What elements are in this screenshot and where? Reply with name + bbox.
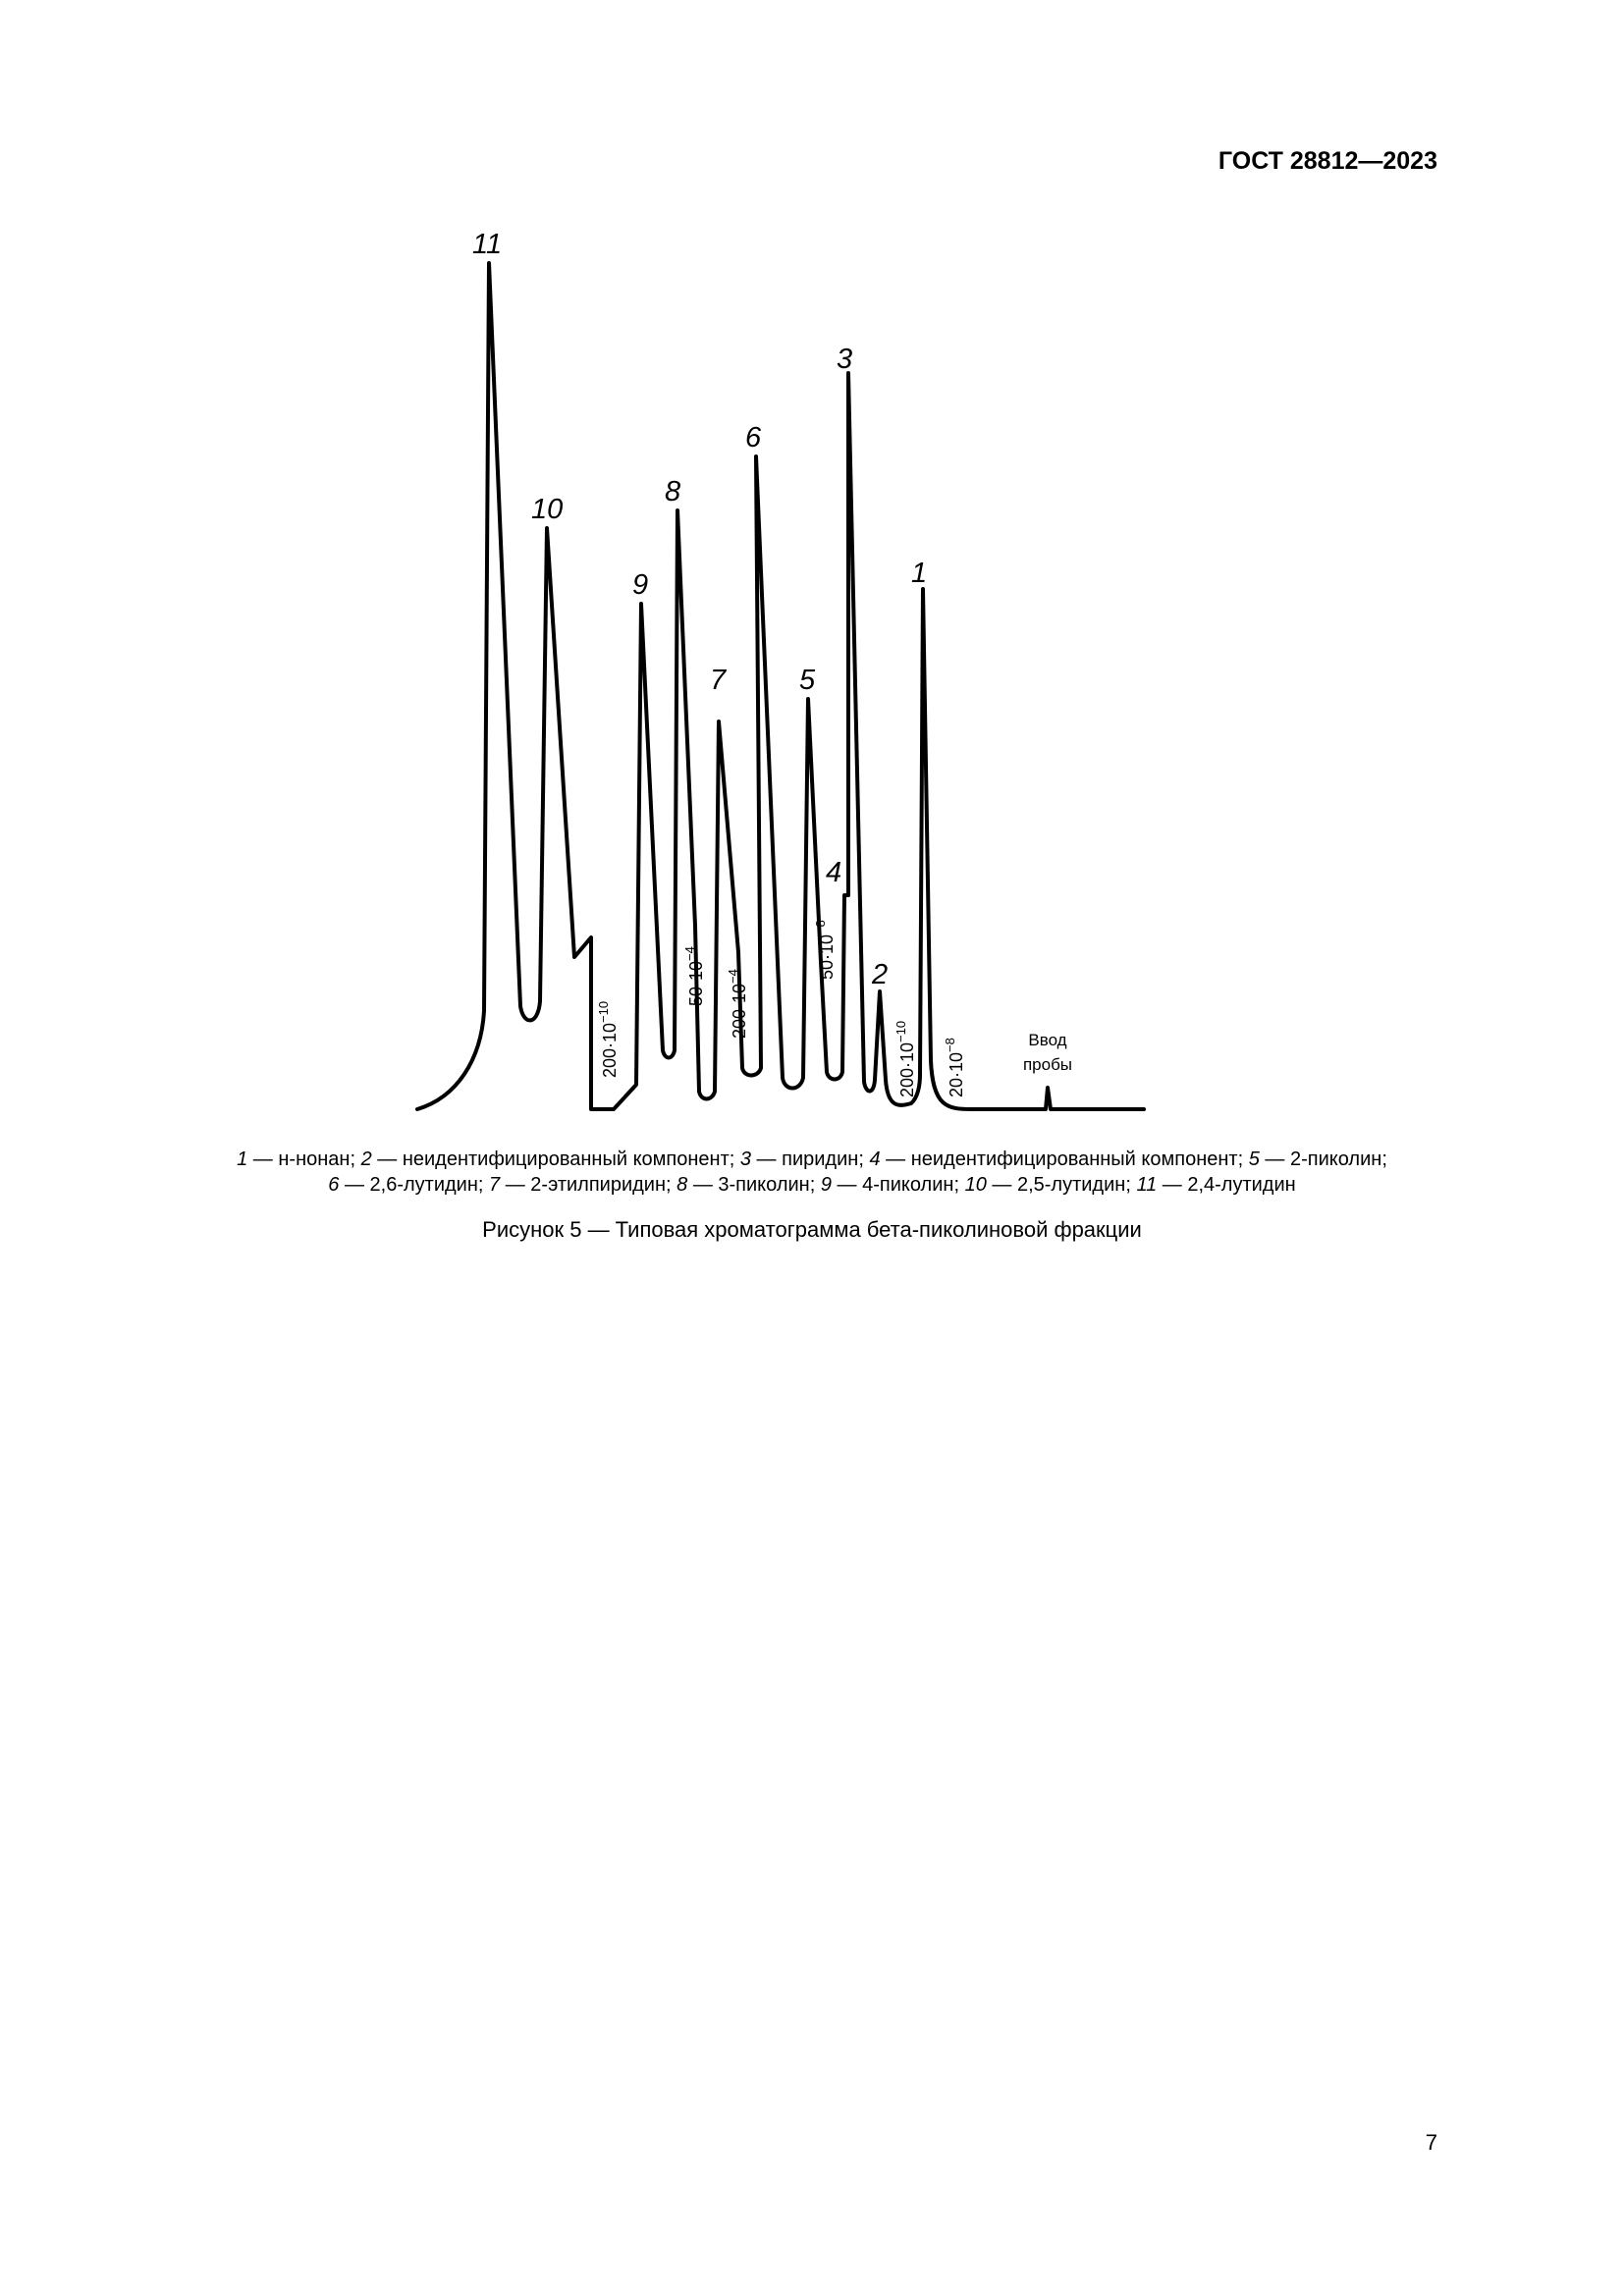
peak-label-3: 3: [837, 344, 853, 375]
legend-num: 2: [360, 1148, 372, 1170]
legend-num: 1: [237, 1148, 248, 1170]
peak-label-7: 7: [710, 665, 727, 696]
legend-name: н-нонан: [278, 1148, 351, 1170]
legend-num: 9: [820, 1174, 832, 1196]
peak-label-6: 6: [745, 422, 762, 454]
peak-label-10: 10: [531, 494, 564, 525]
injection-label-line1: Ввод: [1028, 1031, 1067, 1049]
legend-name: неидентифицированный компонент: [402, 1148, 730, 1170]
legend-name: 3-пиколин: [718, 1174, 810, 1196]
legend-num: 10: [964, 1174, 987, 1196]
scale-label: $200\cdot 10^{-4}$: [726, 969, 749, 1039]
legend-name: пиридин: [782, 1148, 859, 1170]
legend-num: 7: [489, 1174, 501, 1196]
peak-label-8: 8: [665, 476, 681, 507]
legend-name: 2-пиколин: [1289, 1148, 1382, 1170]
legend-name: 2,5-лутидин: [1016, 1174, 1126, 1196]
legend-name: 2,6-лутидин: [369, 1174, 478, 1196]
peak-label-5: 5: [799, 665, 816, 696]
document-header: ГОСТ 28812—2023: [1218, 147, 1437, 175]
peak-label-9: 9: [632, 569, 649, 601]
scale-label: $200\cdot 10^{-10}$: [596, 1000, 620, 1078]
peak-label-11: 11: [472, 229, 503, 260]
peak-label-1: 1: [911, 558, 928, 589]
legend-line-2: 6 — 2,6-лутидин; 7 — 2-этилпиридин; 8 — 3-пиколин; 9 — 4-пиколин; 10 — 2,5-лутидин; 11 — 2,4-лутидин: [328, 1174, 1296, 1196]
legend-num: 3: [739, 1148, 751, 1170]
peak-label-4: 4: [826, 857, 842, 888]
legend-name: 2-этилпиридин: [530, 1174, 667, 1196]
legend-name: 2,4-лутидин: [1187, 1174, 1296, 1196]
scale-label: $50\cdot 10^{-4}$: [682, 946, 706, 1006]
scale-label: $50\cdot 10^{-8}$: [813, 920, 837, 980]
legend-name: 4-пиколин: [862, 1174, 954, 1196]
legend-num: 4: [869, 1148, 881, 1170]
peak-label-2: 2: [872, 959, 889, 990]
figure-caption: Рисунок 5 — Типовая хроматограмма бета-пиколиновой фракции: [482, 1217, 1142, 1242]
legend-num: 6: [328, 1174, 340, 1196]
figure-legend: [0, 1147, 1624, 1198]
peak-labels-layer: [0, 0, 1624, 1139]
injection-label-line2: пробы: [1022, 1055, 1073, 1074]
legend-num: 5: [1248, 1148, 1260, 1170]
legend-name: неидентифицированный компонент: [910, 1148, 1238, 1170]
scale-label: $200\cdot 10^{-10}$: [893, 1020, 917, 1097]
page-number: 7: [1425, 2130, 1437, 2155]
legend-line-1: 1 — н-нонан; 2 — неидентифицированный компонент; 3 — пиридин; 4 — неидентифицированный компонент; 5 — 2-пиколин;: [237, 1148, 1387, 1170]
legend-num: 11: [1136, 1174, 1158, 1196]
legend-num: 8: [677, 1174, 688, 1196]
scale-label: $20\cdot 10^{-8}$: [943, 1038, 966, 1097]
